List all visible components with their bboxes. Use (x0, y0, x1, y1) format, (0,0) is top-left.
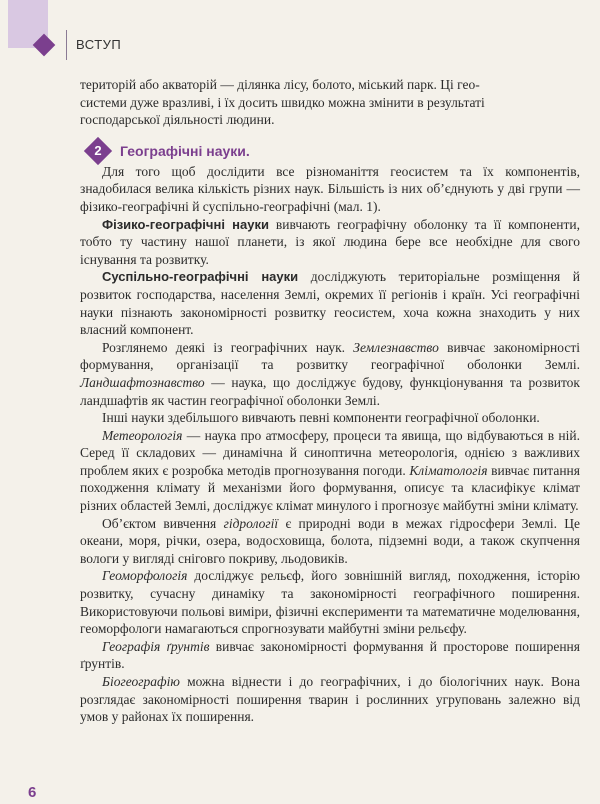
paragraph-soil-geography: Географія ґрунтів вивчає закономірності формування й просторове поширення ґрунтів. (80, 638, 580, 672)
intro-line-2: системи дуже вразливі, і їх досить швидко можна змінити в результаті (80, 94, 485, 110)
term-social-geography: Суспільно-географічні науки (102, 269, 299, 285)
term-biogeography: Біогеографію (102, 674, 180, 689)
term-geomorphology: Геоморфологія (102, 568, 188, 584)
term-earth-science: Землезнавство (353, 339, 439, 355)
paragraph-biogeography: Біогеографію можна віднести і до географічних, і до біологічних наук. Вона розглядає закономірності поширення тварин і рослинних угруповань залежно від умов у районах їх поширення. (80, 674, 580, 725)
section-title: Географічні науки. (120, 142, 250, 159)
paragraph-hydrology: Об’єктом вивчення гідрології є природні води в межах гідросфери Землі. Це океани, моря, річки, озера, водосховища, болота, підземні води, а також скупчення вологи у вигляді сніговго покриву, льодовиків. (80, 515, 580, 566)
term-climatology: Кліматологія (409, 462, 488, 478)
paragraph-other-sciences: Інші науки здебільшого вивчають певні компоненти географічної оболонки. (102, 410, 540, 426)
page-body (80, 76, 580, 726)
chapter-title: ВСТУП (76, 37, 122, 52)
intro-line-3: господарської діяльності людини. (80, 112, 275, 128)
term-landscape-science: Ландшафтознавство (80, 374, 205, 390)
term-physical-geography: Фізико-географічні науки (102, 216, 269, 232)
paragraph-intro: Для того щоб дослідити все різноманіття геосистем та їх компонентів, знадобилася велика кількість різних наук. Більшість із них об’єднують у дві групи — фізико-географічні й суспільно-географічні (мал. 1). (80, 163, 580, 214)
term-soil-geography: Географія ґрунтів (102, 638, 210, 654)
paragraph-geomorphology: Геоморфологія досліджує рельєф, його зовнішній вигляд, походження, історію розвитку, сучасну динаміку та закономірності географічного поширення. Використовуючи польові виміри, фізичні експерименти та математичне моделювання, геоморфологи намагаються спрогнозувати майбутні зміни рельєфу. (80, 568, 580, 637)
page-number: 6 (28, 784, 37, 801)
intro-line-1: територій або акваторій — ділянка лісу, болото, міський парк. Ці гео- (80, 77, 480, 92)
paragraph-earth-science: Розглянемо деякі із географічних наук. Землезнавство вивчає закономірності формування, організації та розвитку географічної оболонки Землі. Ландшафтознавство — наука, що досліджує будову, функціонування та розвиток ландшафтів як частин географічної оболонки Землі. (80, 339, 581, 408)
term-hydrology: гідрології (223, 515, 279, 531)
term-meteorology: Метеорологія (102, 427, 183, 443)
paragraph-social-geography: Суспільно-географічні науки досліджують територіальне розміщення й розвиток господарства, населення Землі, окремих її регіонів і країн. Усі географічні науки пізнають закономірності розвитку геосистем, хоча кожна знаходить у них власний компонент. (80, 269, 580, 338)
header-divider (66, 30, 67, 60)
paragraph-meteorology: Метеорологія — наука про атмосферу, процеси та явища, що відбуваються в ній. Серед її складових — динамічна й синоптична метеорологія, однією з важливих проблем яких є розробка методів прогнозування погоди. Кліматологія вивчає питання походження клімату й механізми його формування, описує та класифікує клімат різних областей Землі, досліджує клімат минулого і прогнозує майбутні зміни клімату. (80, 427, 580, 514)
paragraph-physical-geography: Фізико-географічні науки вивчають географічну оболонку та її компоненти, тобто ту частину нашої планети, із якої людина бере все необхідне для свого існування та розвитку. (80, 216, 581, 267)
section-number: 2 (94, 142, 102, 158)
section-heading (80, 141, 580, 163)
